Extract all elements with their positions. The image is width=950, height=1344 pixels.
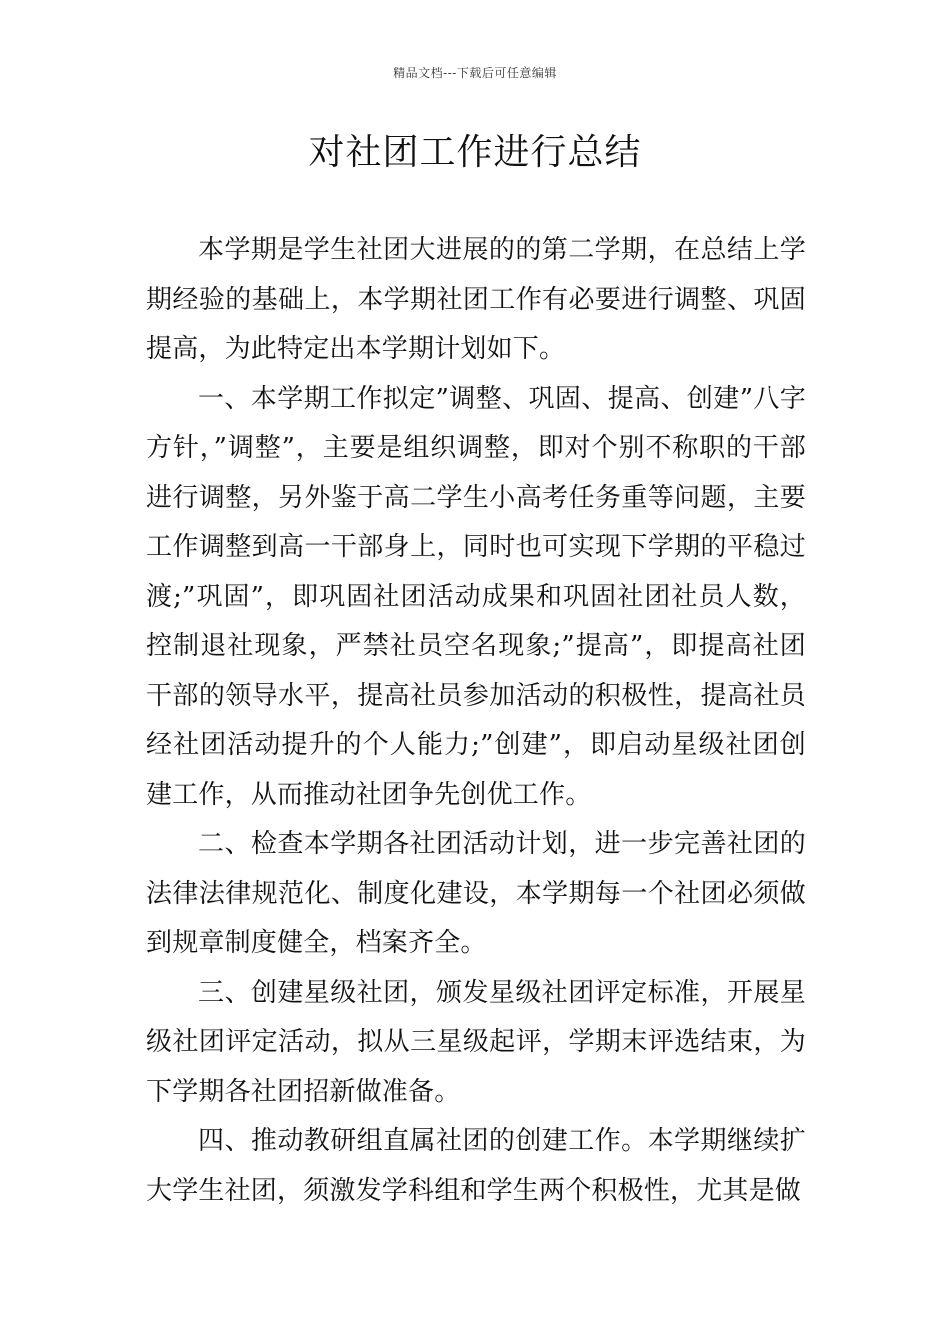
document-body (146, 226, 806, 1216)
paragraph-intro: 本学期是学生社团大进展的的第二学期，在总结上学期经验的基础上，本学期社团工作有必要进行调整、巩固提高，为此特定出本学期计划如下。 (146, 235, 806, 364)
header-note: 精品文档---下载后可任意编辑 (393, 66, 557, 80)
document-title: 对社团工作进行总结 (308, 132, 642, 173)
paragraph-item-1: 一、本学期工作拟定”调整、巩固、提高、创建”八字方针，”调整”，主要是组织调整，即对个别不称职的干部进行调整，另外鉴于高二学生小高考任务重等问题，主要工作调整到高一干部身上，同时也可实现下学期的平稳过渡;”巩固”，即巩固社团活动成果和巩固社团社员人数，控制退社现象，严禁社员空名现象;”提高”，即提高社团干部的领导水平，提高社员参加活动的积极性，提高社员经社团活动提升的个人能力;”创建”，即启动星级社团创建工作，从而推动社团争先创优工作。 (146, 383, 806, 810)
paragraph-item-2: 二、检查本学期各社团活动计划，进一步完善社团的法律法律规范化、制度化建设，本学期每一个社团必须做到规章制度健全，档案齐全。 (146, 829, 806, 958)
paragraph-item-4: 四、推动教研组直属社团的创建工作。本学期继续扩大学生社团，须激发学科组和学生两个积极性，尤其是做 (146, 1126, 806, 1206)
paragraph-item-3: 三、创建星级社团，颁发星级社团评定标准，开展星级社团评定活动，拟从三星级起评，学期末评选结束，为下学期各社团招新做准备。 (146, 977, 806, 1107)
